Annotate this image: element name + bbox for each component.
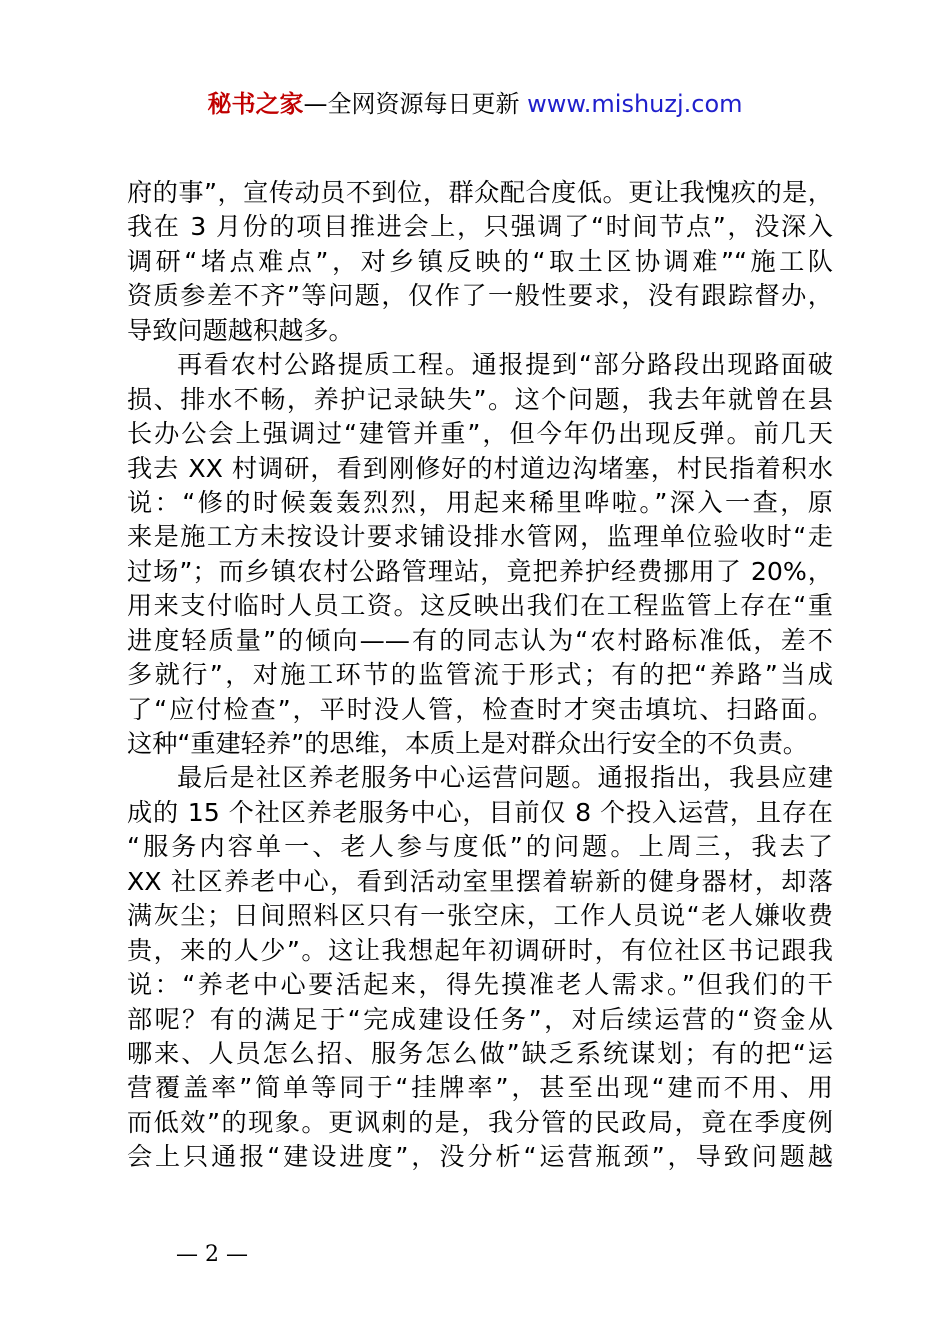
text-line: 说：“养老中心要活起来，得先摸准老人需求。”但我们的干 [127, 970, 833, 1000]
text-line: 过场”；而乡镇农村公路管理站，竟把养护经费挪用了 20%， [127, 556, 833, 586]
website-link[interactable]: www.mishuzj.com [527, 90, 743, 118]
text-line: 贵，来的人少”。这让我想起年初调研时，有位社区书记跟我 [127, 935, 833, 965]
text-line: 成的 15 个社区养老服务中心，目前仅 8 个投入运营，且存在 [127, 797, 833, 827]
text-line: 这种“重建轻养”的思维，本质上是对群众出行安全的不负责。 [127, 729, 808, 758]
text-line: 满灰尘；日间照料区只有一张空床，工作人员说“老人嫌收费 [127, 901, 833, 931]
paragraph [127, 176, 833, 348]
text-line: 调研“堵点难点”，对乡镇反映的“取土区协调难”“施工队 [127, 246, 833, 276]
text-line: 我去 XX 村调研，看到刚修好的村道边沟堵塞，村民指着积水 [127, 453, 833, 483]
text-line: 来是施工方未按设计要求铺设排水管网，监理单位验收时“走 [127, 522, 833, 552]
text-line: 我在 3 月份的项目推进会上，只强调了“时间节点”，没深入 [127, 212, 833, 242]
text-line: 府的事”，宣传动员不到位，群众配合度低。更让我愧疚的是， [127, 178, 833, 207]
paragraph [127, 761, 833, 1174]
text-line: 多就行”，对施工环节的监管流于形式；有的把“养路”当成 [127, 660, 833, 690]
text-line: 营覆盖率”简单等同于“挂牌率”，甚至出现“建而不用、用 [127, 1073, 833, 1103]
document-body [127, 176, 833, 1175]
text-line: 损、排水不畅，养护记录缺失”。这个问题，我去年就曾在县 [127, 384, 833, 414]
text-line: 而低效”的现象。更讽刺的是，我分管的民政局，竟在季度例 [127, 1107, 833, 1137]
header-tagline: —全网资源每日更新 [303, 90, 520, 118]
text-line: 用来支付临时人员工资。这反映出我们在工程监管上存在“重 [127, 591, 833, 621]
text-line: 哪来、人员怎么招、服务怎么做”缺乏系统谋划；有的把“运 [127, 1038, 833, 1068]
brand-name: 秘书之家 [207, 90, 304, 118]
text-line: XX 社区养老中心，看到活动室里摆着崭新的健身器材，却落 [127, 866, 833, 896]
paragraph-list [127, 176, 833, 1175]
text-line: 进度轻质量”的倾向——有的同志认为“农村路标准低，差不 [127, 625, 833, 655]
text-line: 再看农村公路提质工程。通报提到“部分路段出现路面破 [177, 350, 833, 380]
page-number: — 2 — [176, 1242, 248, 1267]
text-line: 资质参差不齐”等问题，仅作了一般性要求，没有跟踪督办， [127, 281, 833, 311]
text-line: “服务内容单一、老人参与度低”的问题。上周三，我去了 [127, 832, 833, 862]
paragraph [127, 348, 833, 761]
text-line: 导致问题越积越多。 [127, 315, 354, 345]
text-line: 最后是社区养老服务中心运营问题。通报指出，我县应建 [177, 763, 833, 793]
text-line: 长办公会上强调过“建管并重”，但今年仍出现反弹。前几天 [127, 419, 833, 449]
text-line: 部呢？有的满足于“完成建设任务”，对后续运营的“资金从 [127, 1004, 833, 1034]
text-line: 会上只通报“建设进度”，没分析“运营瓶颈”，导致问题越 [127, 1142, 833, 1172]
text-line: 了“应付检查”，平时没人管，检查时才突击填坑、扫路面。 [127, 694, 833, 724]
page-header [0, 88, 950, 120]
text-line: 说：“修的时候轰轰烈烈，用起来稀里哗啦。”深入一查，原 [127, 487, 833, 517]
